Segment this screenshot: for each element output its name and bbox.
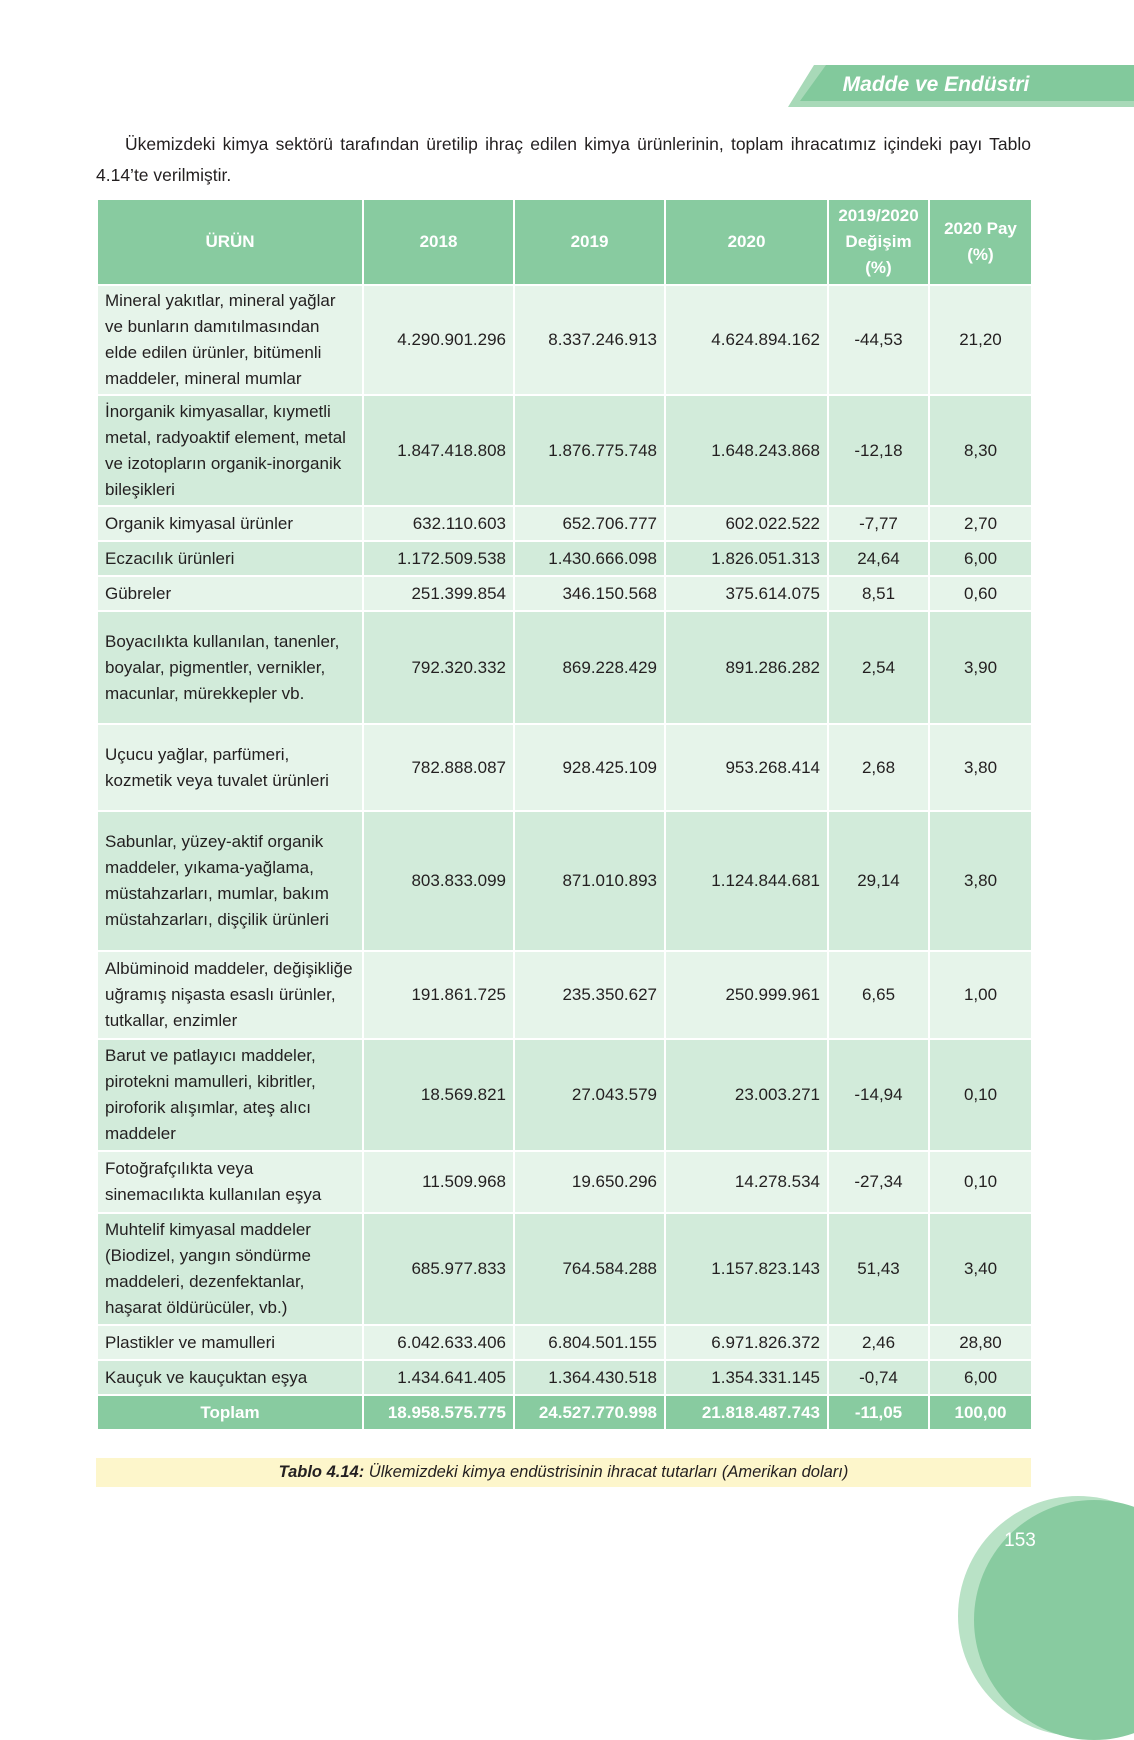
value-2019-cell: 1.430.666.098 <box>514 541 665 576</box>
product-cell: Gübreler <box>97 576 363 611</box>
value-2019-cell: 652.706.777 <box>514 506 665 541</box>
total-label: Toplam <box>97 1395 363 1430</box>
value-2018-cell: 4.290.901.296 <box>363 285 514 395</box>
table-row <box>97 724 1032 811</box>
table-row <box>97 951 1032 1039</box>
share-cell: 2,70 <box>929 506 1032 541</box>
change-cell: 2,68 <box>828 724 929 811</box>
value-2020-cell: 4.624.894.162 <box>665 285 828 395</box>
table-row <box>97 285 1032 395</box>
value-2018-cell: 18.569.821 <box>363 1039 514 1151</box>
value-2019-cell: 27.043.579 <box>514 1039 665 1151</box>
value-2019-cell: 1.364.430.518 <box>514 1360 665 1395</box>
product-cell: Eczacılık ürünleri <box>97 541 363 576</box>
change-cell: 2,54 <box>828 611 929 724</box>
share-cell: 21,20 <box>929 285 1032 395</box>
value-2018-cell: 6.042.633.406 <box>363 1325 514 1360</box>
value-2018-cell: 685.977.833 <box>363 1213 514 1325</box>
table-row <box>97 611 1032 724</box>
value-2018-cell: 803.833.099 <box>363 811 514 951</box>
table-row <box>97 1151 1032 1213</box>
change-cell: -27,34 <box>828 1151 929 1213</box>
product-cell: İnorganik kimyasallar, kıymetli metal, radyoaktif element, metal ve izotopların organik-inorganik bileşikleri <box>97 395 363 506</box>
value-2018-cell: 251.399.854 <box>363 576 514 611</box>
value-2020-cell: 375.614.075 <box>665 576 828 611</box>
product-cell: Fotoğrafçılıkta veya sinemacılıkta kullanılan eşya <box>97 1151 363 1213</box>
change-cell: 51,43 <box>828 1213 929 1325</box>
value-2019-cell: 1.876.775.748 <box>514 395 665 506</box>
value-2019-cell: 346.150.568 <box>514 576 665 611</box>
share-cell: 0,10 <box>929 1151 1032 1213</box>
share-cell: 1,00 <box>929 951 1032 1039</box>
change-cell: -12,18 <box>828 395 929 506</box>
total-row <box>97 1395 1032 1430</box>
share-cell: 6,00 <box>929 541 1032 576</box>
table-row <box>97 395 1032 506</box>
table-row <box>97 541 1032 576</box>
value-2019-cell: 8.337.246.913 <box>514 285 665 395</box>
table-row <box>97 576 1032 611</box>
change-cell: 24,64 <box>828 541 929 576</box>
value-2018-cell: 782.888.087 <box>363 724 514 811</box>
table-header-row <box>97 199 1032 285</box>
share-cell: 6,00 <box>929 1360 1032 1395</box>
product-cell: Organik kimyasal ürünler <box>97 506 363 541</box>
value-2018-cell: 1.434.641.405 <box>363 1360 514 1395</box>
value-2020-cell: 1.826.051.313 <box>665 541 828 576</box>
table-row <box>97 1325 1032 1360</box>
product-cell: Kauçuk ve kauçuktan eşya <box>97 1360 363 1395</box>
total-2020: 21.818.487.743 <box>665 1395 828 1430</box>
header-change: 2019/2020 Değişim (%) <box>828 199 929 285</box>
value-2020-cell: 6.971.826.372 <box>665 1325 828 1360</box>
change-cell: -14,94 <box>828 1039 929 1151</box>
product-cell: Mineral yakıtlar, mineral yağlar ve bunların damıtılmasından elde edilen ürünler, bitümenli maddeler, mineral mumlar <box>97 285 363 395</box>
value-2020-cell: 891.286.282 <box>665 611 828 724</box>
table-row <box>97 506 1032 541</box>
total-2018: 18.958.575.775 <box>363 1395 514 1430</box>
caption-text: Ülkemizdeki kimya endüstrisinin ihracat tutarları (Amerikan doları) <box>364 1463 849 1481</box>
product-cell: Albüminoid maddeler, değişikliğe uğramış nişasta esaslı ürünler, tutkallar, enzimler <box>97 951 363 1039</box>
share-cell: 0,10 <box>929 1039 1032 1151</box>
value-2020-cell: 953.268.414 <box>665 724 828 811</box>
change-cell: -44,53 <box>828 285 929 395</box>
value-2020-cell: 14.278.534 <box>665 1151 828 1213</box>
intro-paragraph: Ükemizdeki kimya sektörü tarafından üretilip ihraç edilen kimya ürünlerinin, toplam ihracatımız içindeki payı Tablo 4.14’te verilmiştir. <box>96 134 1031 185</box>
header-product: ÜRÜN <box>97 199 363 285</box>
value-2020-cell: 602.022.522 <box>665 506 828 541</box>
total-change: -11,05 <box>828 1395 929 1430</box>
share-cell: 8,30 <box>929 395 1032 506</box>
change-cell: 29,14 <box>828 811 929 951</box>
share-cell: 28,80 <box>929 1325 1032 1360</box>
value-2019-cell: 764.584.288 <box>514 1213 665 1325</box>
share-cell: 3,80 <box>929 811 1032 951</box>
share-cell: 3,90 <box>929 611 1032 724</box>
header-2019: 2019 <box>514 199 665 285</box>
value-2020-cell: 1.354.331.145 <box>665 1360 828 1395</box>
total-2019: 24.527.770.998 <box>514 1395 665 1430</box>
change-cell: 8,51 <box>828 576 929 611</box>
product-cell: Sabunlar, yüzey-aktif organik maddeler, yıkama-yağlama, müstahzarları, mumlar, bakım müstahzarları, dişçilik ürünleri <box>97 811 363 951</box>
change-cell: 6,65 <box>828 951 929 1039</box>
value-2019-cell: 6.804.501.155 <box>514 1325 665 1360</box>
change-cell: -7,77 <box>828 506 929 541</box>
product-cell: Boyacılıkta kullanılan, tanenler, boyalar, pigmentler, vernikler, macunlar, mürekkepler vb. <box>97 611 363 724</box>
table-row <box>97 1360 1032 1395</box>
value-2020-cell: 23.003.271 <box>665 1039 828 1151</box>
value-2019-cell: 871.010.893 <box>514 811 665 951</box>
value-2019-cell: 19.650.296 <box>514 1151 665 1213</box>
product-cell: Plastikler ve mamulleri <box>97 1325 363 1360</box>
share-cell: 3,80 <box>929 724 1032 811</box>
table-row <box>97 1213 1032 1325</box>
value-2018-cell: 11.509.968 <box>363 1151 514 1213</box>
change-cell: 2,46 <box>828 1325 929 1360</box>
share-cell: 0,60 <box>929 576 1032 611</box>
value-2020-cell: 1.648.243.868 <box>665 395 828 506</box>
value-2018-cell: 1.172.509.538 <box>363 541 514 576</box>
value-2019-cell: 235.350.627 <box>514 951 665 1039</box>
total-share: 100,00 <box>929 1395 1032 1430</box>
table-caption <box>96 1458 1031 1487</box>
value-2018-cell: 191.861.725 <box>363 951 514 1039</box>
header-2020: 2020 <box>665 199 828 285</box>
table-row <box>97 811 1032 951</box>
export-table <box>96 198 1033 1431</box>
product-cell: Barut ve patlayıcı maddeler, pirotekni mamulleri, kibritler, piroforik alışımlar, ateş alıcı maddeler <box>97 1039 363 1151</box>
value-2020-cell: 250.999.961 <box>665 951 828 1039</box>
change-cell: -0,74 <box>828 1360 929 1395</box>
value-2018-cell: 632.110.603 <box>363 506 514 541</box>
header-2018: 2018 <box>363 199 514 285</box>
header-share: 2020 Pay (%) <box>929 199 1032 285</box>
caption-label: Tablo 4.14: <box>278 1463 365 1481</box>
value-2019-cell: 928.425.109 <box>514 724 665 811</box>
share-cell: 3,40 <box>929 1213 1032 1325</box>
value-2020-cell: 1.157.823.143 <box>665 1213 828 1325</box>
value-2019-cell: 869.228.429 <box>514 611 665 724</box>
chapter-title: Madde ve Endüstri <box>842 73 1030 96</box>
table-row <box>97 1039 1032 1151</box>
value-2020-cell: 1.124.844.681 <box>665 811 828 951</box>
value-2018-cell: 1.847.418.808 <box>363 395 514 506</box>
page-number: 153 <box>1004 1530 1036 1551</box>
product-cell: Muhtelif kimyasal maddeler (Biodizel, yangın söndürme maddeleri, dezenfektanlar, haşarat öldürücüler, vb.) <box>97 1213 363 1325</box>
value-2018-cell: 792.320.332 <box>363 611 514 724</box>
product-cell: Uçucu yağlar, parfümeri, kozmetik veya tuvalet ürünleri <box>97 724 363 811</box>
